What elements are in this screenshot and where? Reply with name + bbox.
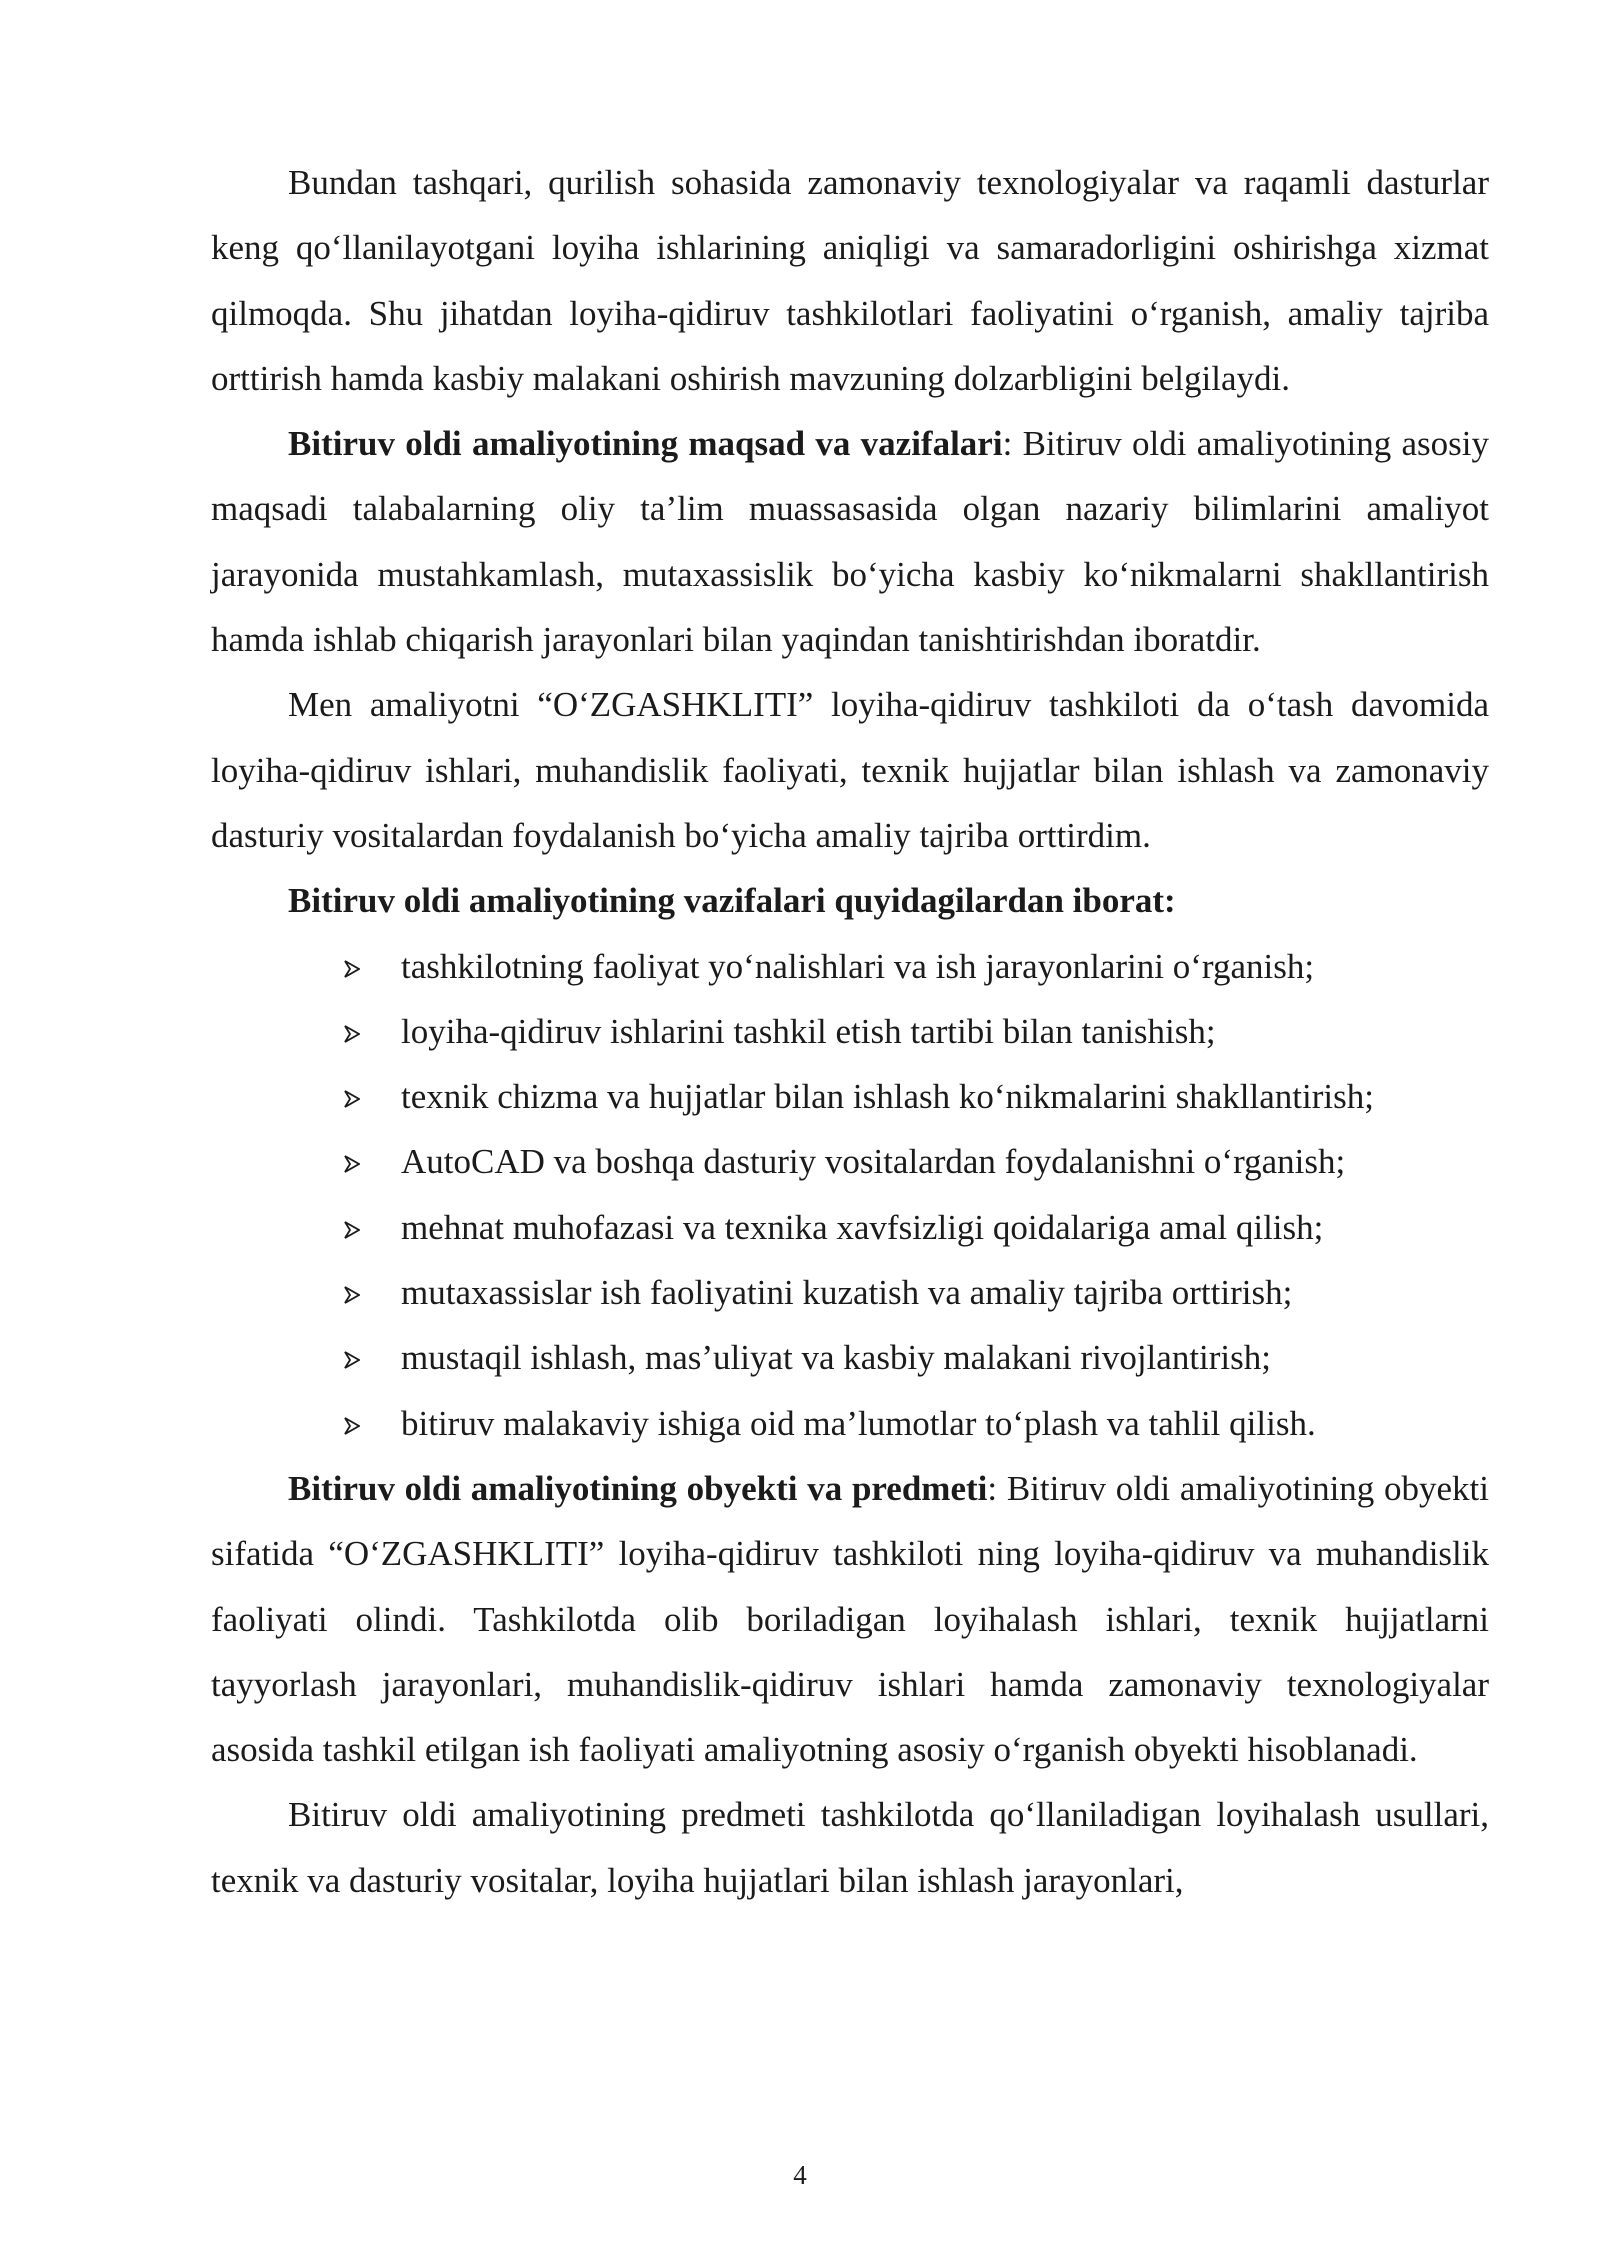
page-number: 4: [793, 2160, 807, 2190]
list-item: [344, 1195, 1489, 1260]
task-text: tashkilotning faoliyat yo‘nalishlari va ish jarayonlarini o‘rganish;: [401, 946, 1315, 986]
object-heading-inline: Bitiruv oldi amaliyotining obyekti va predmeti: [288, 1468, 988, 1508]
tasks-heading: Bitiruv oldi amaliyotining vazifalari quyidagilardan iborat:: [288, 881, 1176, 921]
list-item: [344, 1260, 1489, 1325]
paragraph-relevance: [211, 150, 1489, 411]
arrow-bullet-icon: [344, 934, 366, 999]
paragraph-goals: [211, 411, 1489, 672]
arrow-bullet-icon: [344, 1325, 366, 1390]
document-page: [211, 150, 1489, 1913]
task-text: texnik chizma va hujjatlar bilan ishlash ko‘nikmalarini shakllantirish;: [401, 1077, 1374, 1117]
goals-text: : Bitiruv oldi amaliyotining asosiy maqsadi talabalarning oliy ta’lim muassasasida olgan nazariy bilimlarini amaliyot jarayonida mustahkamlash, mutaxassislik bo‘yicha kasbiy ko‘nikmalarni shakllantirish hamda ishlab chiqarish jarayonlari bilan yaqindan tanishtirishdan iboratdir.: [211, 424, 1489, 660]
task-text: loyiha-qidiruv ishlarini tashkil etish tartibi bilan tanishish;: [401, 1011, 1216, 1051]
paragraph-relevance-text: Bundan tashqari, qurilish sohasida zamonaviy texnologiyalar va raqamli dasturlar keng qo‘llanilayotgani loyiha ishlarining aniqligi va samaradorligini oshirishga xizmat qilmoqda. Shu jihatdan loyiha-qidiruv tashkilotlari faoliyatini o‘rganish, amaliy tajriba orttirish hamda kasbiy malakani oshirish mavzuning dolzarbligini belgilaydi.: [211, 163, 1489, 398]
list-item: [344, 1129, 1489, 1194]
goals-heading-inline: Bitiruv oldi amaliyotining maqsad va vazifalari: [288, 424, 1003, 464]
paragraph-practice-text: Men amaliyotni “O‘ZGASHKLITI” loyiha-qidiruv tashkiloti da o‘tash davomida loyiha-qidiruv ishlari, muhandislik faoliyati, texnik hujjatlar bilan ishlash va zamonaviy dasturiy vositalardan foydalanish bo‘yicha amaliy tajriba orttirdim.: [211, 685, 1489, 855]
task-text: AutoCAD va boshqa dasturiy vositalardan foydalanishni o‘rganish;: [401, 1142, 1346, 1182]
task-text: mehnat muhofazasi va texnika xavfsizligi qoidalariga amal qilish;: [401, 1207, 1324, 1247]
list-item: [344, 1325, 1489, 1390]
list-item: [344, 999, 1489, 1064]
object-text: : Bitiruv oldi amaliyotining obyekti sifatida “O‘ZGASHKLITI” loyiha-qidiruv tashkiloti ning loyiha-qidiruv va muhandislik faoliyati olindi. Tashkilotda olib boriladigan loyihalash ishlari, texnik hujjatlarni tayyorlash jarayonlari, muhandislik-qidiruv ishlari hamda zamonaviy texnologiyalar asosida tashkil etilgan ish faoliyati amaliyotning asosiy o‘rganish obyekti hisoblanadi.: [211, 1468, 1489, 1770]
arrow-bullet-icon: [344, 1391, 366, 1456]
paragraph-subject: [211, 1782, 1489, 1913]
task-text: bitiruv malakaviy ishiga oid ma’lumotlar to‘plash va tahlil qilish.: [401, 1403, 1316, 1443]
arrow-bullet-icon: [344, 1129, 366, 1194]
arrow-bullet-icon: [344, 1064, 366, 1129]
tasks-list: [211, 934, 1489, 1456]
list-item: [344, 1391, 1489, 1456]
task-text: mutaxassislar ish faoliyatini kuzatish va amaliy tajriba orttirish;: [401, 1273, 1293, 1313]
arrow-bullet-icon: [344, 999, 366, 1064]
paragraph-subject-text: Bitiruv oldi amaliyotining predmeti tashkilotda qo‘llaniladigan loyihalash usullari, texnik va dasturiy vositalar, loyiha hujjatlari bilan ishlash jarayonlari,: [211, 1795, 1489, 1900]
arrow-bullet-icon: [344, 1195, 366, 1260]
task-text: mustaqil ishlash, mas’uliyat va kasbiy malakani rivojlantirish;: [401, 1338, 1271, 1378]
paragraph-practice: [211, 672, 1489, 868]
list-item: [344, 1064, 1489, 1129]
arrow-bullet-icon: [344, 1260, 366, 1325]
list-item: [344, 934, 1489, 999]
paragraph-object: [211, 1456, 1489, 1782]
